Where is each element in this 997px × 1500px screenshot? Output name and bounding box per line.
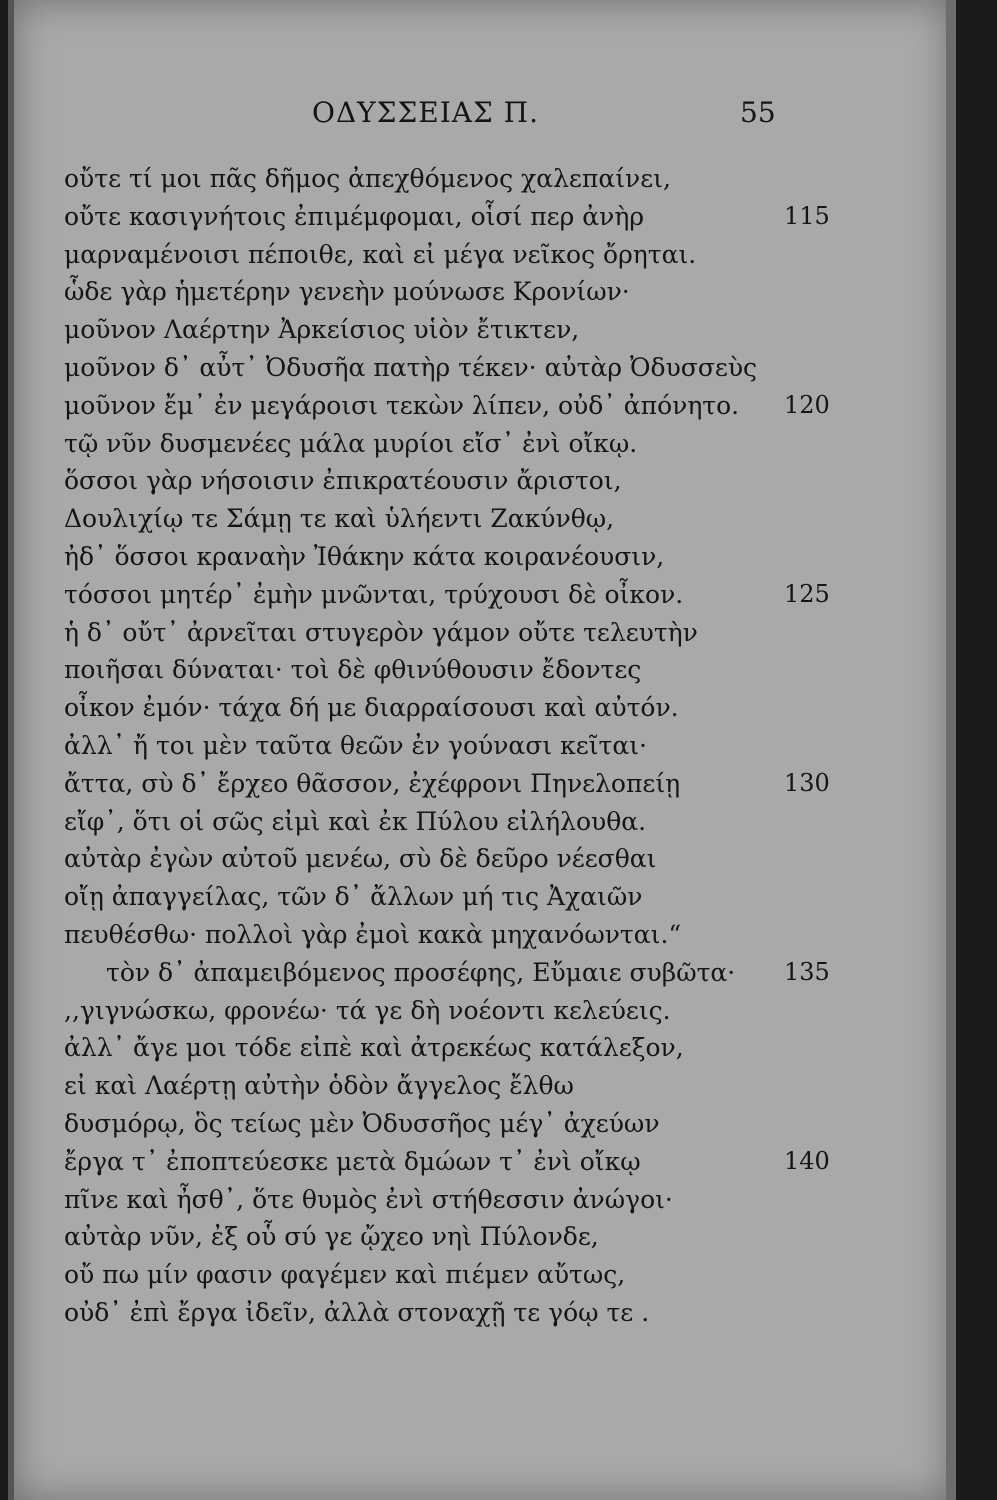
verse-line [64, 1029, 804, 1067]
verse-line [64, 311, 804, 349]
line-number: 120 [784, 390, 830, 419]
verse-line [64, 689, 804, 727]
verse-line [64, 273, 804, 311]
verse-line [64, 727, 804, 765]
verse-text: τόσσοι μητέρ᾽ ἐμὴν μνῶνται, τρύχουσι δὲ οἶκον. [64, 579, 684, 609]
verse-text: ἄττα, σὺ δ᾽ ἔρχεο θᾶσσον, ἐχέφρονι Πηνελοπείῃ [64, 768, 681, 798]
line-number: 130 [784, 768, 830, 797]
verse-line [64, 1181, 804, 1219]
verse-text: ,,γιγνώσκω, φρονέω· τά γε δὴ νοέοντι κελεύεις. [64, 995, 671, 1025]
verse-text: ὧδε γὰρ ἡμετέρην γενεὴν μούνωσε Κρονίων· [64, 277, 630, 307]
verse-text: μοῦνον δ᾽ αὖτ᾽ Ὀδυσῆα πατὴρ τέκεν· αὐτὰρ Ὀδυσσεὺς [64, 352, 758, 382]
line-number: 135 [784, 957, 830, 986]
verse-line [64, 160, 804, 198]
verse-text: τῷ νῦν δυσμενέες μάλα μυρίοι εἴσ᾽ ἐνὶ οἴκῳ. [64, 428, 638, 458]
verse-text: εἴφ᾽, ὅτι οἱ σῶς εἰμὶ καὶ ἐκ Πύλου εἰλήλουθα. [64, 806, 647, 836]
verse-text: ἀλλ᾽ ἄγε μοι τόδε εἰπὲ καὶ ἀτρεκέως κατάλεξον, [64, 1033, 684, 1063]
verse-text: μοῦνον Λαέρτην Ἀρκείσιος υἱὸν ἔτικτεν, [64, 315, 580, 345]
verse-text: εἰ καὶ Λαέρτῃ αὐτὴν ὁδὸν ἄγγελος ἔλθω [64, 1071, 574, 1101]
verse-line [64, 1143, 830, 1181]
verse-line [64, 878, 804, 916]
verse-line [64, 1294, 804, 1332]
verse-line [64, 1105, 804, 1143]
verse-line [64, 992, 804, 1030]
verse-line [64, 651, 804, 689]
verse-text: οὔτε τί μοι πᾶς δῆμος ἀπεχθόμενος χαλεπαίνει, [64, 164, 671, 193]
verse-text: αὐτὰρ ἐγὼν αὐτοῦ μενέω, σὺ δὲ δεῦρο νέεσθαι [64, 844, 657, 874]
verse-line [64, 500, 804, 538]
verse-text: ποιῆσαι δύναται· τοὶ δὲ φθινύθουσιν ἔδοντες [64, 655, 642, 685]
verse-line [64, 538, 804, 576]
verse-text: πευθέσθω· πολλοὶ γὰρ ἐμοὶ κακὰ μηχανόωνται.“ [64, 919, 682, 949]
verse-line [64, 1067, 804, 1105]
verse-text: μαρναμένοισι πέποιθε, καὶ εἰ μέγα νεῖκος ὄρηται. [64, 239, 697, 269]
verse-line [64, 387, 830, 425]
verse-text: ἠδ᾽ ὅσσοι κραναὴν Ἰθάκην κάτα κοιρανέουσιν, [64, 541, 665, 571]
verse-text: οὔ πω μίν φασιν φαγέμεν καὶ πιέμεν αὔτως, [64, 1260, 626, 1290]
verse-text: ἡ δ᾽ οὔτ᾽ ἀρνεῖται στυγερὸν γάμον οὔτε τελευτὴν [64, 617, 698, 647]
verse-text: πῖνε καὶ ἦσθ᾽, ὅτε θυμὸς ἐνὶ στήθεσσιν ἀνώγοι· [64, 1184, 673, 1214]
verse-text: αὐτὰρ νῦν, ἐξ οὗ σύ γε ᾤχεο νηὶ Πύλονδε, [64, 1222, 599, 1252]
verse-text: μοῦνον ἔμ᾽ ἐν μεγάροισι τεκὼν λίπεν, οὐδ᾽ ἀπόνητο. [64, 390, 740, 420]
verse-line [64, 614, 804, 652]
book-page [14, 0, 950, 1500]
verse-line [64, 954, 830, 992]
verse-line [64, 349, 804, 387]
verse-text: δυσμόρῳ, ὃς τείως μὲν Ὀδυσσῆος μέγ᾽ ἀχεύων [64, 1108, 660, 1138]
verse-line [64, 1256, 804, 1294]
page-number: 55 [740, 96, 776, 129]
line-number: 115 [784, 201, 830, 230]
verse-line [64, 462, 804, 500]
verse-text: Δουλιχίῳ τε Σάμῃ τε καὶ ὑλήεντι Ζακύνθῳ, [64, 504, 615, 534]
verse-line [64, 198, 830, 236]
verse-line [64, 236, 804, 274]
verse-text: ὅσσοι γὰρ νήσοισιν ἐπικρατέουσιν ἄριστοι, [64, 466, 622, 496]
verse-text: ἀλλ᾽ ἤ τοι μὲν ταῦτα θεῶν ἐν γούνασι κεῖται· [64, 730, 647, 760]
verse-text: οἴῃ ἀπαγγείλας, τῶν δ᾽ ἄλλων μή τις Ἀχαιῶν [64, 882, 643, 912]
verse-line [64, 840, 804, 878]
line-number: 140 [784, 1146, 830, 1175]
verse-text: οὐδ᾽ ἐπὶ ἔργα ἰδεῖν, ἀλλὰ στοναχῇ τε γόῳ τε . [64, 1297, 650, 1327]
line-number: 125 [784, 579, 830, 608]
verse-text: οἶκον ἐμόν· τάχα δή με διαρραίσουσι καὶ αὐτόν. [64, 693, 679, 723]
verse-line [64, 916, 804, 954]
verse-text: ἔργα τ᾽ ἐποπτεύεσκε μετὰ δμώων τ᾽ ἐνὶ οἴκῳ [64, 1146, 641, 1176]
verse-line [64, 576, 830, 614]
verse-line [64, 803, 804, 841]
verse-line [64, 425, 804, 463]
page-edge [946, 0, 956, 1500]
verse-line [64, 765, 830, 803]
verse-line [64, 1218, 804, 1256]
verse-text: οὔτε κασιγνήτοις ἐπιμέμφομαι, οἷσί περ ἀνὴρ [64, 201, 645, 231]
running-title: ΟΔΥΣΣΕΙΑΣ Π. [312, 96, 539, 129]
verse-block [64, 160, 830, 1332]
verse-text: τὸν δ᾽ ἀπαμειβόμενος προσέφης, Εὔμαιε συβῶτα· [106, 957, 736, 987]
